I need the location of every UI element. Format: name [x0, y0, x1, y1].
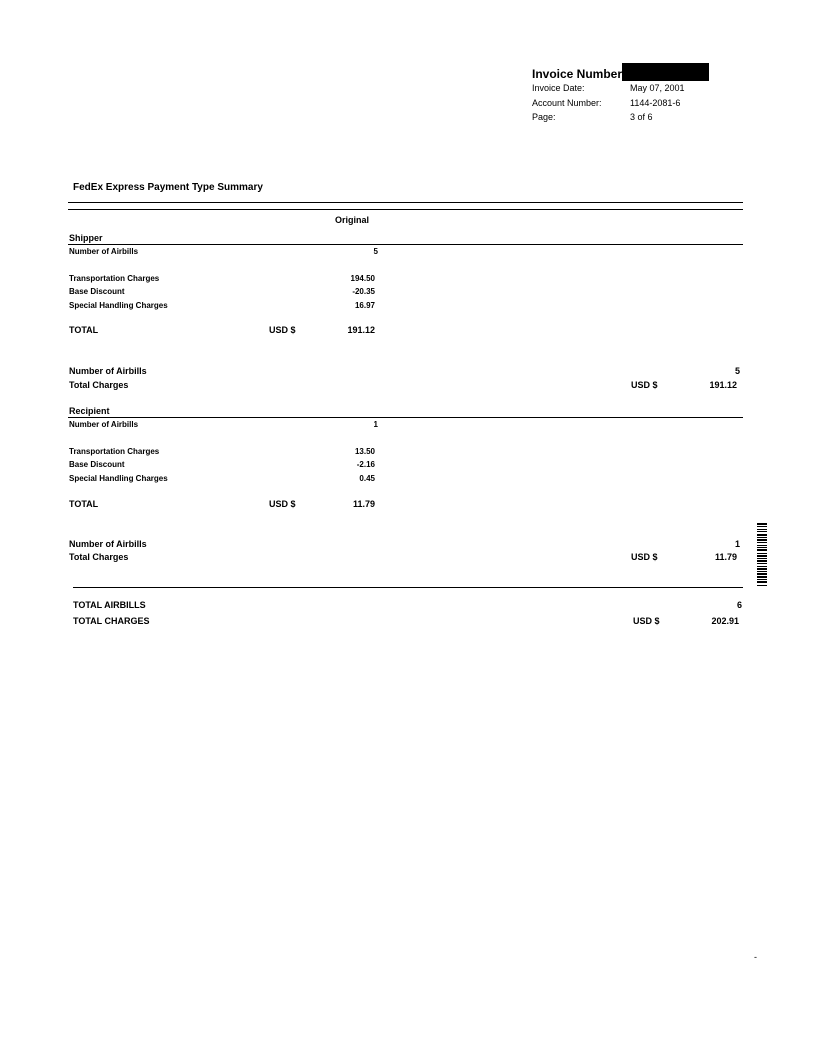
shipper-sub-airbills-value: 5: [734, 366, 740, 376]
barcode-bar: [757, 523, 767, 525]
barcode-bar: [757, 542, 767, 543]
shipper-base-discount-value: -20.35: [352, 287, 375, 296]
shipper-sub-charges-currency: USD $: [631, 380, 658, 390]
recipient-base-discount-value: -2.16: [356, 460, 375, 469]
recipient-special-value: 0.45: [359, 474, 375, 483]
grand-total-airbills-label: TOTAL AIRBILLS: [73, 600, 146, 610]
shipper-num-airbills-value: 5: [373, 247, 378, 256]
barcode-bar: [757, 539, 767, 541]
barcode-bar: [757, 534, 767, 536]
barcode-bar: [757, 553, 767, 554]
barcode-bar: [757, 547, 767, 548]
barcode-bar: [757, 537, 767, 538]
barcode-bar: [757, 531, 767, 532]
page-label: Page:: [532, 112, 556, 122]
shipper-special-value: 16.97: [354, 301, 375, 310]
recipient-total-label: TOTAL: [69, 499, 99, 509]
page-value: 3 of 6: [630, 112, 653, 122]
shipper-total-label: TOTAL: [69, 325, 99, 335]
barcode-bar: [757, 555, 767, 557]
barcode-bar: [757, 585, 767, 586]
title-rule-top: [68, 202, 743, 203]
barcode-bar: [757, 573, 767, 575]
recipient-special-label: Special Handling Charges: [69, 474, 168, 483]
invoice-number-redaction: [622, 63, 709, 81]
column-header-original: Original: [335, 215, 370, 225]
invoice-date-value: May 07, 2001: [630, 83, 685, 93]
invoice-date-label: Invoice Date:: [532, 83, 585, 93]
recipient-total-currency: USD $: [269, 499, 296, 509]
recipient-sub-charges-value: 11.79: [714, 552, 737, 562]
shipper-transportation-value: 194.50: [350, 274, 375, 283]
shipper-total-currency: USD $: [269, 325, 296, 335]
barcode-bar: [757, 549, 767, 551]
barcode-bar: [757, 526, 767, 527]
barcode-bar: [757, 579, 767, 580]
shipper-num-airbills-label: Number of Airbills: [69, 247, 139, 256]
title-rule-bottom: [68, 209, 743, 210]
recipient-base-discount-label: Base Discount: [69, 460, 125, 469]
recipient-sub-airbills-label: Number of Airbills: [69, 539, 147, 549]
barcode: [757, 523, 767, 621]
shipper-special-label: Special Handling Charges: [69, 301, 168, 310]
grand-total-rule: [73, 587, 743, 588]
shipper-total-value: 191.12: [347, 325, 375, 335]
grand-total-charges-value: 202.91: [711, 616, 739, 626]
barcode-bar: [757, 560, 767, 562]
shipper-transportation-label: Transportation Charges: [69, 274, 160, 283]
recipient-sub-charges-currency: USD $: [631, 552, 658, 562]
summary-title: FedEx Express Payment Type Summary: [73, 182, 263, 193]
barcode-bar: [757, 568, 767, 570]
shipper-sub-charges-value: 191.12: [709, 380, 737, 390]
recipient-sub-airbills-value: 1: [734, 539, 740, 549]
barcode-bar: [757, 563, 767, 564]
barcode-bar: [757, 566, 767, 567]
recipient-total-value: 11.79: [352, 499, 375, 509]
shipper-base-discount-label: Base Discount: [69, 287, 125, 296]
grand-total-airbills-value: 6: [736, 600, 742, 610]
shipper-sub-charges-label: Total Charges: [69, 380, 129, 390]
recipient-transportation-value: 13.50: [354, 447, 375, 456]
barcode-bar: [757, 529, 767, 530]
barcode-bar: [757, 571, 767, 572]
account-number-label: Account Number:: [532, 98, 602, 108]
grand-total-charges-currency: USD $: [633, 616, 660, 626]
recipient-num-airbills-label: Number of Airbills: [69, 420, 139, 429]
grand-total-charges-label: TOTAL CHARGES: [73, 616, 150, 626]
recipient-label: Recipient: [69, 406, 110, 416]
recipient-num-airbills-value: 1: [373, 420, 378, 429]
shipper-rule: [68, 244, 743, 245]
shipper-label: Shipper: [69, 233, 103, 243]
footer-mark: -: [754, 952, 757, 962]
invoice-number-label: Invoice Number: [532, 67, 623, 81]
barcode-bar: [757, 581, 767, 583]
recipient-rule: [68, 417, 743, 418]
barcode-bar: [757, 545, 767, 546]
shipper-sub-airbills-label: Number of Airbills: [69, 366, 147, 376]
barcode-bar: [757, 558, 767, 559]
barcode-bar: [757, 576, 767, 578]
account-number-value: 1144-2081-6: [630, 98, 681, 108]
recipient-sub-charges-label: Total Charges: [69, 552, 129, 562]
recipient-transportation-label: Transportation Charges: [69, 447, 160, 456]
